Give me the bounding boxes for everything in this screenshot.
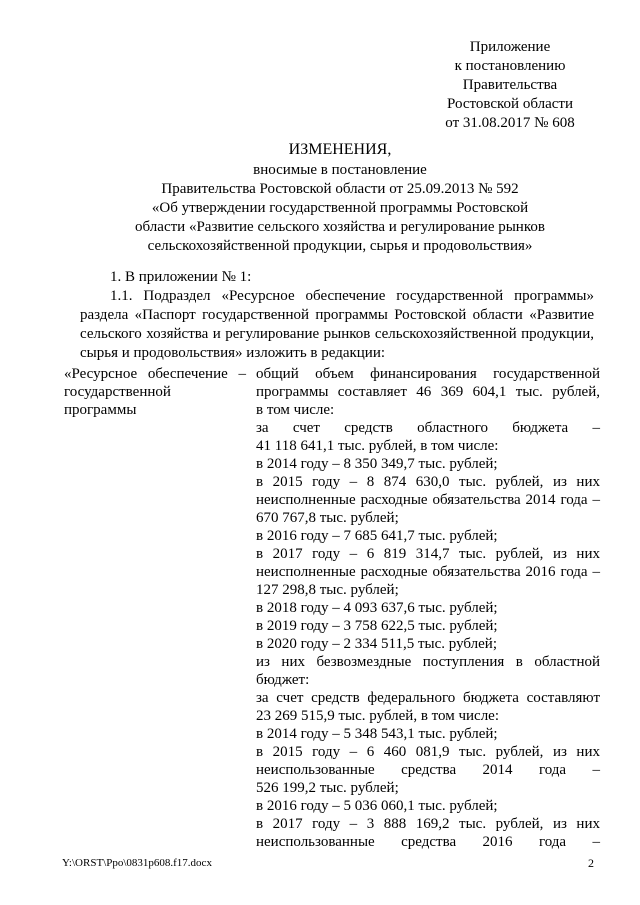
appendix-line: к постановлению [454, 58, 566, 74]
value-line: в том числе: [256, 402, 335, 418]
value-line: в 2016 году – 5 036 060,1 тыс. рублей; [256, 798, 498, 814]
value-line: в 2020 году – 2 334 511,5 тыс. рублей; [256, 636, 497, 652]
paragraph-line: сырья и продовольствия» изложить в редакции: [80, 345, 386, 361]
value-line: бюджет: [256, 672, 310, 688]
title-line: области «Развитие сельского хозяйства и регулирование рынков [135, 219, 545, 235]
resource-table-label [64, 365, 246, 419]
appendix-block [420, 38, 600, 133]
document-heading: ИЗМЕНЕНИЯ, [288, 141, 392, 158]
value-line: неисполненные расходные обязательства 2016 года – [256, 564, 600, 580]
value-line: программы составляет 46 369 604,1 тыс. рублей, [256, 384, 600, 400]
page-number: 2 [588, 856, 594, 870]
value-line: в 2016 году – 7 685 641,7 тыс. рублей; [256, 528, 498, 544]
value-line: 41 118 641,1 тыс. рублей, в том числе: [256, 438, 499, 454]
value-line: 526 199,2 тыс. рублей; [256, 780, 399, 796]
title-line: Правительства Ростовской области от 25.09.2013 № 592 [161, 181, 519, 197]
value-line: общий объем финансирования государственной [256, 366, 600, 382]
title-block [80, 140, 600, 256]
paragraph-line: раздела «Паспорт государственной программы Ростовской области «Развитие [80, 307, 594, 323]
value-line: в 2017 году – 6 819 314,7 тыс. рублей, из них [256, 546, 600, 562]
title-line: «Об утверждении государственной программы Ростовской [151, 200, 529, 216]
paragraph-1-1 [80, 287, 594, 363]
value-line: неиспользованные средства 2014 года – [256, 762, 600, 778]
paragraph-line: 1.1. Подраздел «Ресурсное обеспечение государственной программы» [110, 288, 594, 304]
appendix-line: Приложение [469, 39, 551, 55]
value-line: в 2015 году – 6 460 081,9 тыс. рублей, из них [256, 744, 600, 760]
value-line: 23 269 515,9 тыс. рублей, в том числе: [256, 708, 500, 724]
value-line: 127 298,8 тыс. рублей; [256, 582, 399, 598]
label-line: государственной [64, 384, 171, 400]
value-line: неиспользованные средства 2016 года – [256, 834, 600, 850]
appendix-line: от 31.08.2017 № 608 [445, 115, 575, 131]
title-line: вносимые в постановление [253, 162, 427, 178]
resource-table-value [256, 365, 600, 851]
value-line: в 2014 году – 8 350 349,7 тыс. рублей; [256, 456, 498, 472]
title-line: сельскохозяйственной продукции, сырья и продовольствия» [147, 238, 533, 254]
value-line: за счет средств областного бюджета – [256, 420, 600, 436]
appendix-line: Ростовской области [447, 96, 573, 112]
label-line: «Ресурсное обеспечение – [64, 366, 246, 382]
footer-file-path: Y:\ORST\Ppo\0831p608.f17.docx [62, 857, 212, 869]
paragraph-line: сельского хозяйства и регулирование рынков сельскохозяйственной продукции, [80, 326, 594, 342]
label-line: программы [64, 402, 137, 418]
value-line: в 2018 году – 4 093 637,6 тыс. рублей; [256, 600, 498, 616]
value-line: за счет средств федерального бюджета составляют [256, 690, 600, 706]
value-line: в 2014 году – 5 348 543,1 тыс. рублей; [256, 726, 498, 742]
value-line: в 2017 году – 3 888 169,2 тыс. рублей, из них [256, 816, 600, 832]
value-line: из них безвозмездные поступления в областной [256, 654, 600, 670]
appendix-line: Правительства [462, 77, 558, 93]
value-line: неисполненные расходные обязательства 2014 года – [256, 492, 600, 508]
value-line: в 2019 году – 3 758 622,5 тыс. рублей; [256, 618, 498, 634]
value-line: 670 767,8 тыс. рублей; [256, 510, 399, 526]
value-line: в 2015 году – 8 874 630,0 тыс. рублей, из них [256, 474, 600, 490]
paragraph-1: 1. В приложении № 1: [110, 269, 252, 285]
